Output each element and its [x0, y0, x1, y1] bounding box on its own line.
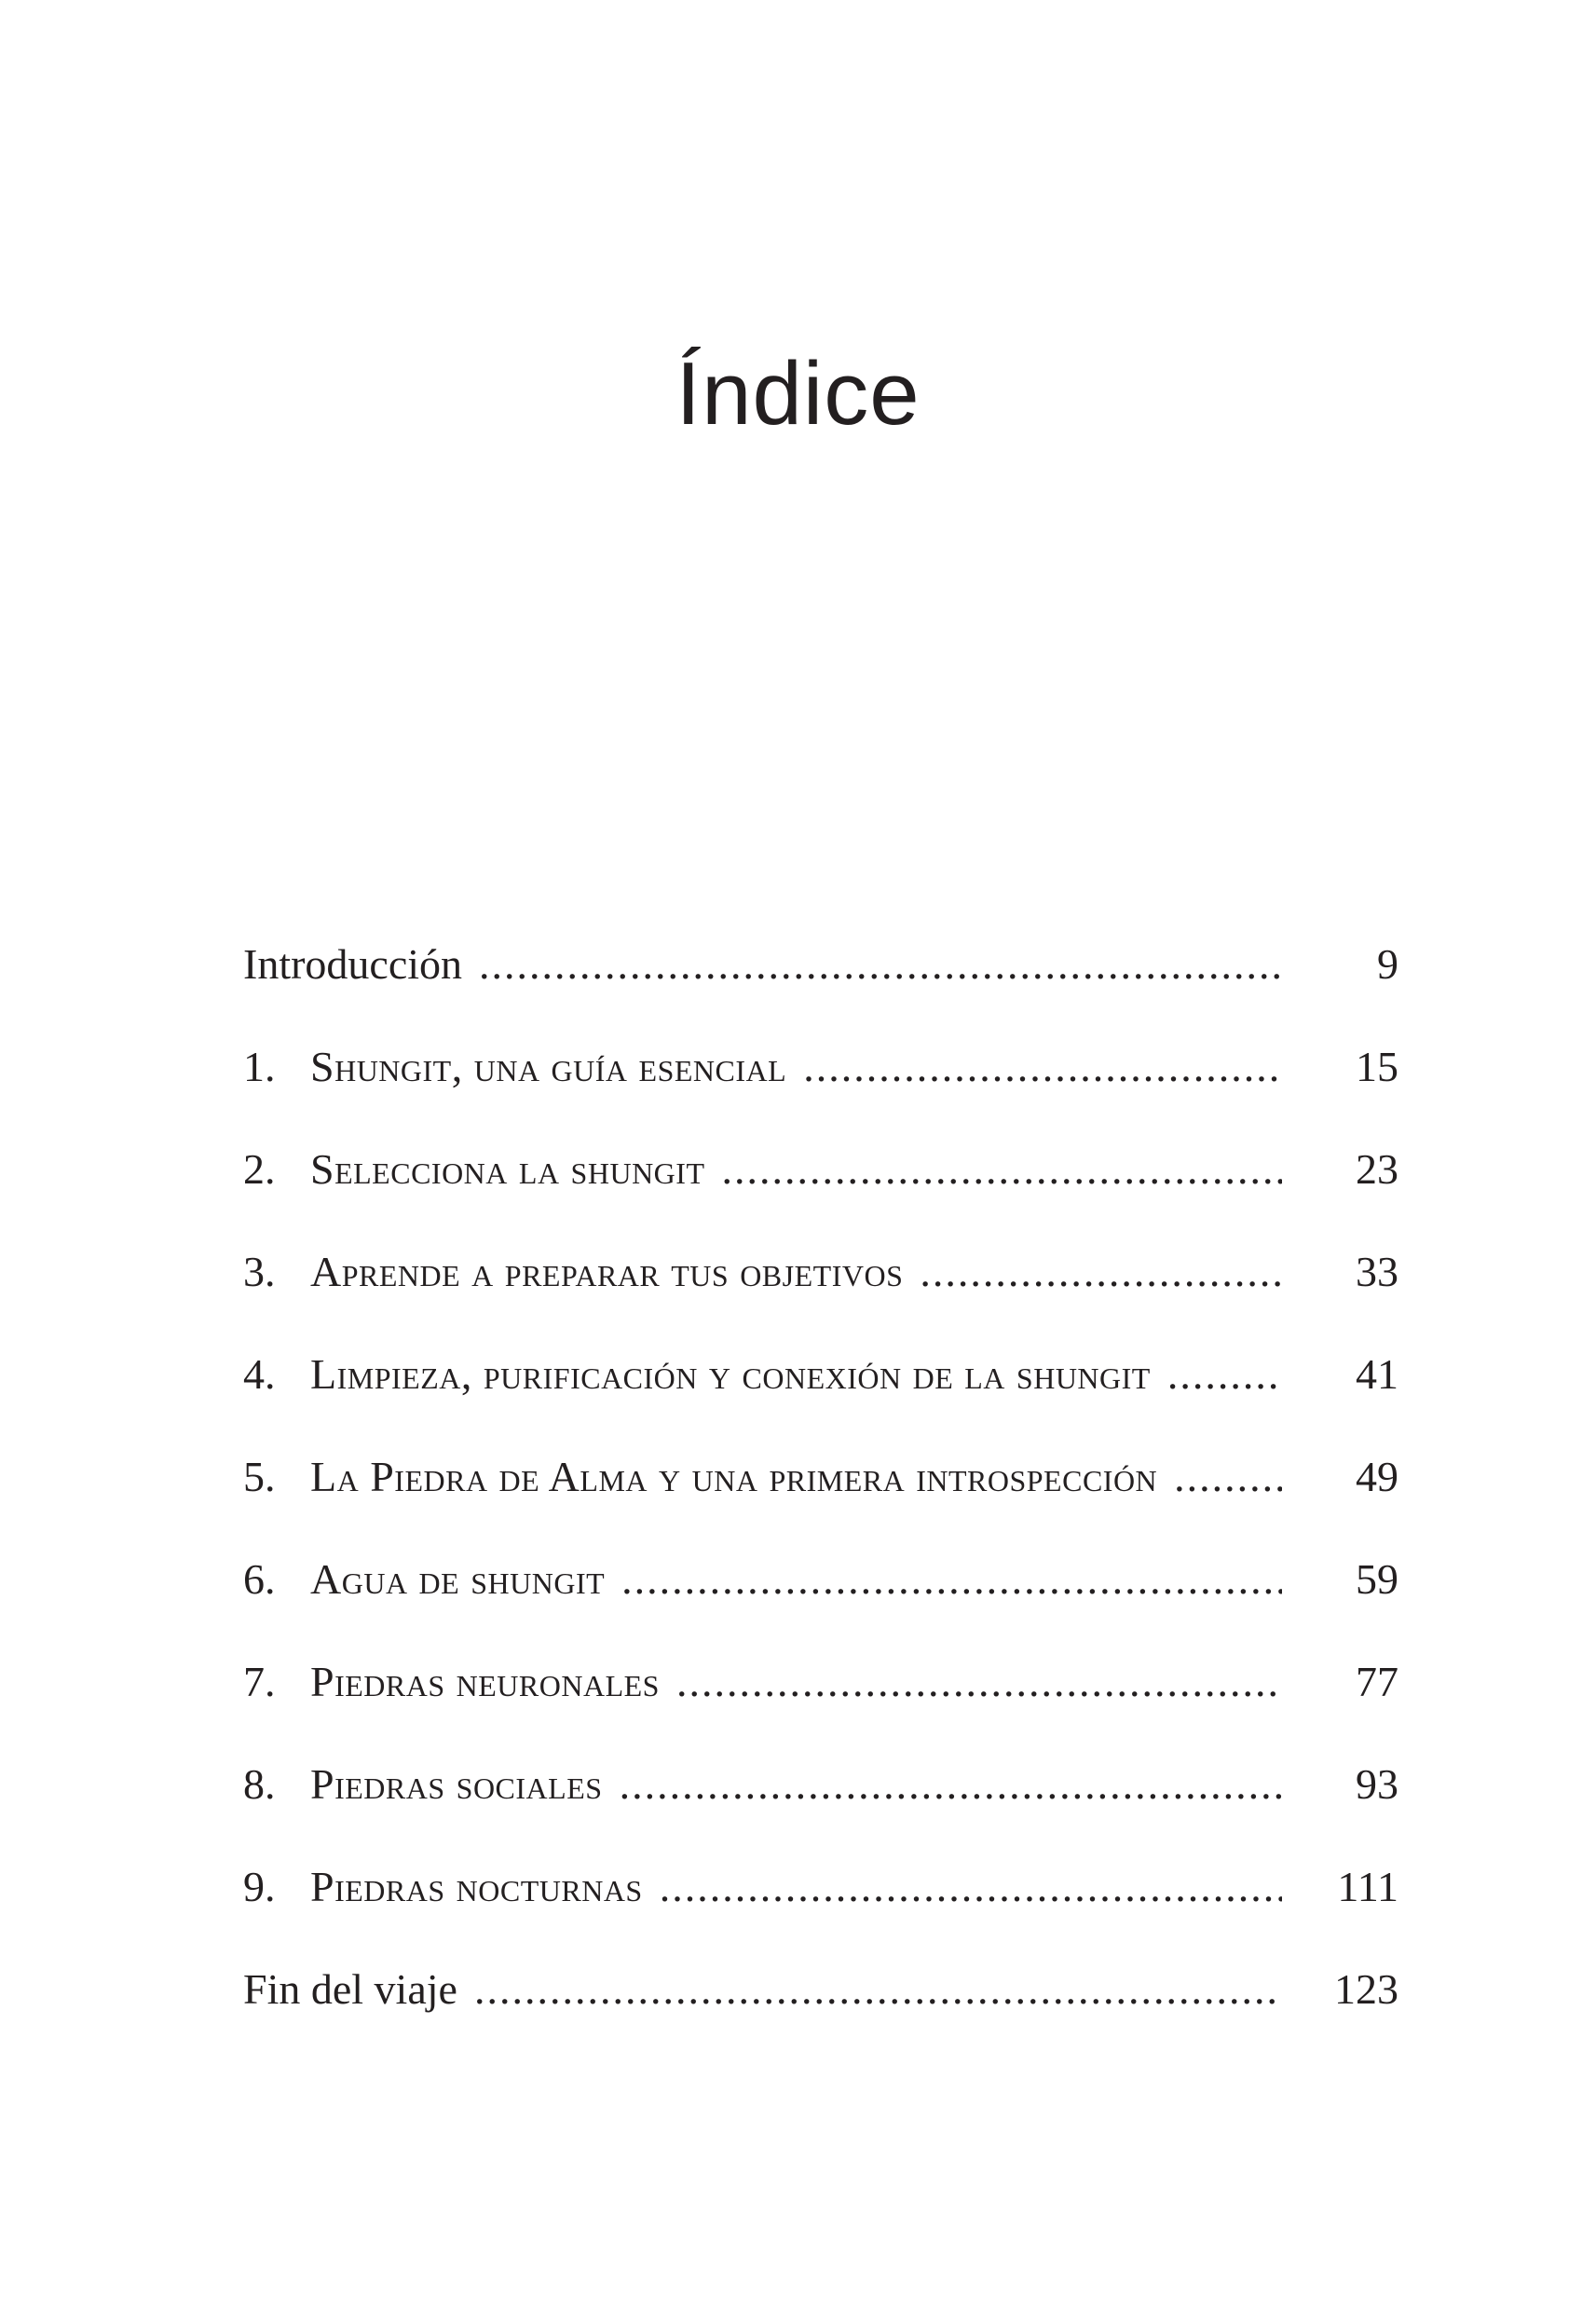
toc-entry-label: Piedras neuronales [310, 1658, 660, 1705]
toc-dot-leader [1174, 1444, 1282, 1510]
toc-dot-leader [474, 1957, 1282, 2022]
toc-entry-page: 9 [1377, 940, 1398, 988]
toc-entry-chapter-6[interactable] [243, 1547, 1398, 1612]
toc-entry-label: Fin del viaje [243, 1965, 457, 2013]
toc-entry-number: 2. [243, 1145, 276, 1193]
toc-entry-number: 8. [243, 1760, 276, 1808]
toc-entry-number: 6. [243, 1555, 276, 1603]
toc-entry-chapter-7[interactable] [243, 1649, 1398, 1715]
toc-entry-page: 59 [1356, 1555, 1398, 1603]
toc-entry-chapter-8[interactable] [243, 1752, 1398, 1817]
toc-entry-introduccion[interactable] [243, 932, 1398, 997]
toc-dot-leader [920, 1239, 1282, 1305]
toc-entry-label: Piedras sociales [310, 1760, 603, 1808]
toc-entry-label: Piedras nocturnas [310, 1863, 643, 1910]
toc-entry-page: 93 [1356, 1760, 1398, 1808]
toc-entry-number: 7. [243, 1658, 276, 1705]
toc-entry-label: Selecciona la shungit [310, 1145, 705, 1193]
toc-entry-page: 15 [1356, 1043, 1398, 1090]
toc-entry-page: 33 [1356, 1248, 1398, 1295]
toc-entry-number: 4. [243, 1350, 276, 1398]
toc-entry-chapter-4[interactable] [243, 1342, 1398, 1407]
toc-entry-chapter-9[interactable] [243, 1854, 1398, 1920]
toc-entry-chapter-2[interactable] [243, 1137, 1398, 1202]
toc-entry-page: 123 [1334, 1965, 1398, 2013]
toc-entry-number: 3. [243, 1248, 276, 1295]
toc-dot-leader [722, 1137, 1283, 1202]
toc-dot-leader [676, 1649, 1282, 1715]
toc-entry-label: Agua de shungit [310, 1555, 606, 1603]
toc-dot-leader [621, 1547, 1282, 1612]
toc-entry-label: La Piedra de Alma y una primera introspección [310, 1453, 1158, 1500]
toc-entry-page: 111 [1337, 1863, 1398, 1910]
toc-entry-label: Aprende a preparar tus objetivos [310, 1248, 904, 1295]
toc-dot-leader [803, 1034, 1282, 1100]
toc-entry-number: 1. [243, 1043, 276, 1090]
toc-entry-chapter-5[interactable] [243, 1444, 1398, 1510]
toc-entry-label: Shungit, una guía esencial [310, 1043, 787, 1090]
toc-entry-chapter-3[interactable] [243, 1239, 1398, 1305]
toc-entry-number: 9. [243, 1863, 276, 1910]
toc-entry-fin-del-viaje[interactable] [243, 1957, 1398, 2022]
page-title: Índice [675, 344, 921, 444]
toc-entry-label: Limpieza, purificación y conexión de la shungit [310, 1350, 1151, 1398]
toc-dot-leader [1167, 1342, 1282, 1407]
toc-entry-chapter-1[interactable] [243, 1034, 1398, 1100]
toc-entry-page: 23 [1356, 1145, 1398, 1193]
toc-entry-label: Introducción [243, 940, 463, 988]
toc-entry-page: 49 [1356, 1453, 1398, 1500]
toc-entry-number: 5. [243, 1453, 276, 1500]
toc-dot-leader [620, 1752, 1282, 1817]
toc-entry-page: 77 [1356, 1658, 1398, 1705]
toc-dot-leader [479, 932, 1282, 997]
toc-entry-page: 41 [1356, 1350, 1398, 1398]
toc-dot-leader [660, 1854, 1282, 1920]
